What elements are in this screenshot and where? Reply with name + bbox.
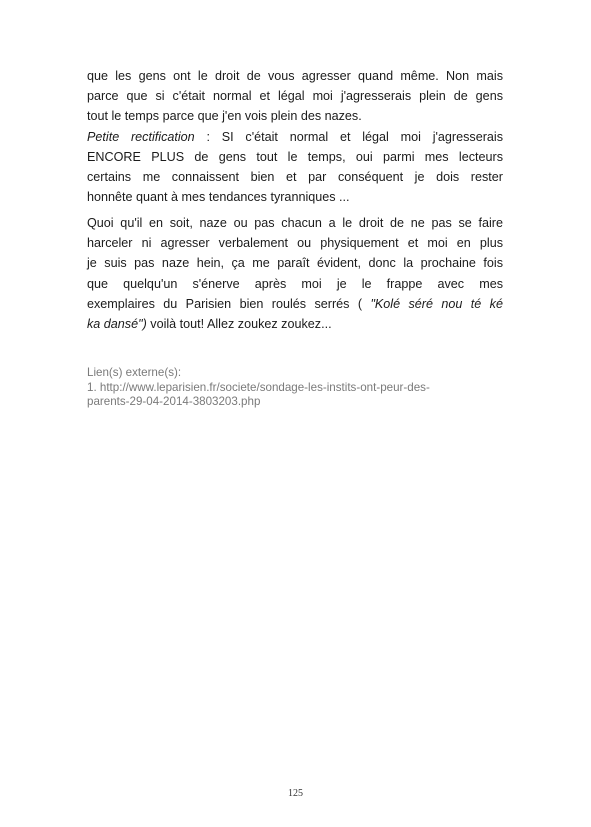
- text-line: Quoi qu'il en soit, naze ou pas chacun a le droit de ne pas se faire: [87, 216, 503, 230]
- text-line: harceler ni agresser verbalement ou physiquement et moi en plus: [87, 236, 503, 251]
- text-line: [87, 314, 503, 334]
- text-line: certains me connaissent bien et par conséquent je dois rester: [87, 170, 503, 185]
- link-url-continued[interactable]: parents-29-04-2014-3803203.php: [87, 395, 261, 408]
- text-line: [87, 294, 503, 314]
- italic-phrase: "Kolé séré nou té ké: [370, 296, 503, 311]
- external-links: [87, 366, 503, 410]
- text-line: je suis pas naze hein, ça me paraît évident, donc la prochaine fois: [87, 256, 503, 271]
- text-line: que les gens ont le droit de vous agresser quand même. Non mais: [87, 69, 503, 83]
- links-heading: Lien(s) externe(s):: [87, 366, 182, 379]
- text-fragment: : SI c'était normal et légal moi j'agresserais: [194, 129, 504, 144]
- text-line: que quelqu'un s'énerve après moi je le frappe avec mes: [87, 276, 503, 291]
- text-line: parce que si c'était normal et légal moi j'agresserais plein de gens: [87, 89, 503, 104]
- text-fragment: exemplaires du Parisien bien roulés serrés (: [87, 296, 371, 311]
- page-number: 125: [288, 788, 303, 799]
- link-url[interactable]: 1. http://www.leparisien.fr/societe/sondage-les-instits-ont-peur-des-: [87, 380, 430, 394]
- italic-phrase: Petite rectification: [87, 129, 195, 144]
- text-line: honnête quant à mes tendances tyranniques ...: [87, 190, 350, 205]
- text-line: ENCORE PLUS de gens tout le temps, oui parmi mes lecteurs: [87, 149, 503, 164]
- text-line: tout le temps parce que j'en vois plein des nazes.: [87, 109, 362, 124]
- text-line: [87, 127, 503, 147]
- italic-phrase: ka dansé"): [87, 317, 147, 332]
- paragraph-1: [87, 66, 503, 207]
- paragraph-2: [87, 213, 503, 334]
- text-fragment: voilà tout! Allez zoukez zoukez...: [146, 317, 332, 332]
